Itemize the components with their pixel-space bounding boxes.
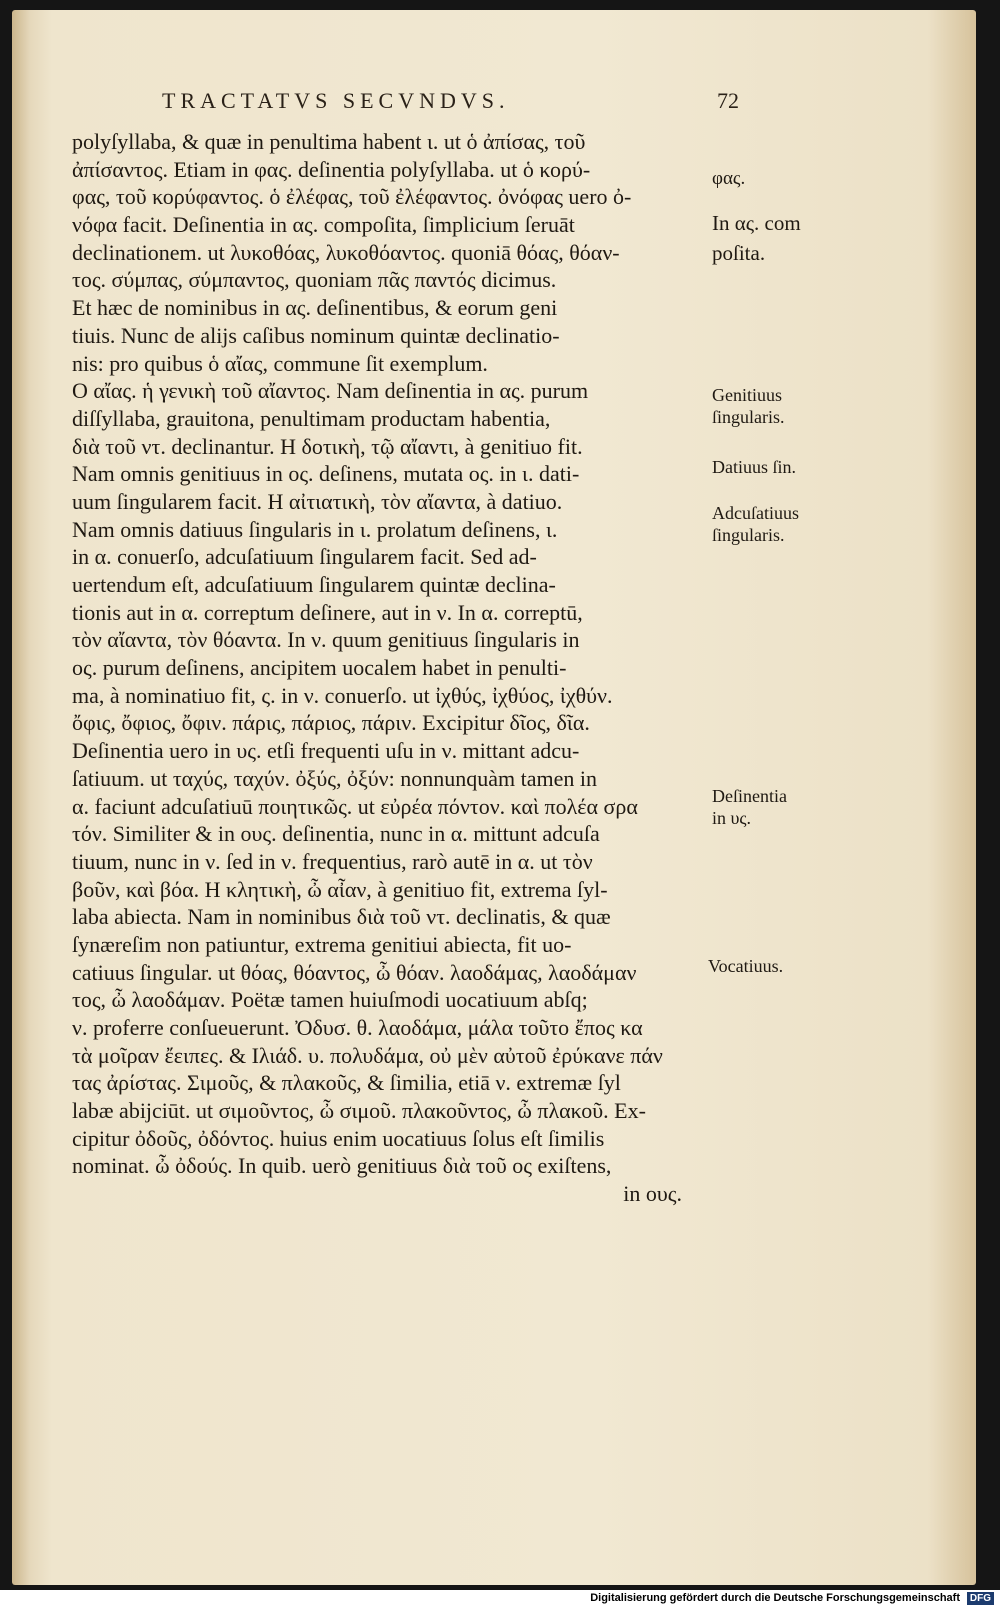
text-line: Nam omnis datiuus ſingularis in ι. prolatum deſinens, ι.: [72, 516, 558, 542]
running-head: TRACTATVS SECVNDVS.: [162, 88, 510, 113]
text-line: tionis aut in α. correptum deſinere, aut in ν. In α. correptū,: [72, 599, 583, 625]
text-line: τὰ μοῖραν ἔειπες. & Ιλιάδ. υ. πολυδάμα, οὐ μὲν αὐτοῦ ἐρύκανε πάν: [72, 1042, 663, 1068]
text-line: laba abiecta. Nam in nominibus διὰ τοῦ ντ. declinatis, & quæ: [72, 904, 611, 930]
text-line: ἀπίσαντος. Etiam in φας. deſinentia polyſyllaba. ut ὁ κορύ-: [72, 156, 591, 182]
text-line: τὸν αἴαντα, τὸν θόαντα. In ν. quum genitiuus ſingularis in: [72, 627, 580, 653]
margin-note-adcusatiuus-cont: ſingularis.: [712, 525, 785, 545]
margin-note-desinentia: Deſinentia: [712, 786, 787, 806]
text-line: declinationem. ut λυκοθόας, λυκοθόαντος. quoniā θόας, θόαν-: [72, 239, 620, 265]
text-line: ſatiuum. ut ταχύς, ταχύν. ὀξύς, ὀξύν: nonnunquàm tamen in: [72, 765, 597, 791]
text-line: ma, à nominatiuo fit, ς. in ν. conuerſo. ut ἰχθύς, ἰχθύος, ἰχθύν.: [72, 682, 613, 708]
text-line: τόν. Similiter & in ους. deſinentia, nunc in α. mittunt adcuſa: [72, 821, 600, 847]
text-line: O αἴας. ἡ γενικὴ τοῦ αἴαντος. Nam deſinentia in ας. purum: [72, 378, 589, 404]
margin-note-phas: φας.: [712, 168, 746, 189]
margin-note-genitiuus: Genitiuus: [712, 385, 782, 405]
text-line: διὰ τοῦ ντ. declinantur. Η δοτικὴ, τῷ αἴαντι, à genitiuo fit.: [72, 433, 583, 459]
text-line: α. faciunt adcuſatiuū ποιητικῶς. ut εὐρέα πόντον. καὶ πολέα σρα: [72, 793, 638, 819]
margin-note-desinentia-cont: in υς.: [712, 808, 752, 828]
text-line: ν. proferre conſueuerunt. Ὀδυσ. θ. λαοδάμα, μάλα τοῦτο ἔπος κα: [72, 1015, 643, 1040]
footer-bar: [0, 1590, 1000, 1607]
text-line: Et hæc de nominibus in ας. deſinentibus, & eorum geni: [72, 295, 558, 321]
text-line: ὄφις, ὄφιος, ὄφιν. πάρις, πάριος, πάριν. Excipitur δῖος, δῖα.: [72, 710, 590, 736]
text-line: nominat. ὦ ὀδούς. In quib. uerò genitiuus διὰ τοῦ ος exiſtens,: [72, 1153, 612, 1179]
text-line: τος, ὦ λαοδάμαν. Poëtæ tamen huiuſmodi uocatiuum abſq;: [72, 987, 588, 1013]
catchword-line: in ους.: [623, 1181, 682, 1207]
margin-note-vocatiuus: Vocatiuus.: [708, 956, 784, 976]
text-line: βοῦν, καὶ βόα. Η κλητικὴ, ὦ αἶαν, à genitiuo fit, extrema ſyl-: [72, 876, 608, 902]
footer-funding-text: Digitalisierung gefördert durch die Deutsche Forschungsgemeinschaft: [590, 1592, 960, 1604]
text-line: catiuus ſingular. ut θόας, θόαντος, ὦ θόαν. λαοδάμας, λαοδάμαν: [72, 959, 637, 985]
text-line: νόφα facit. Deſinentia in ας. compoſita, ſimplicium ſeruāt: [72, 212, 575, 238]
text-line: τας ἀρίστας. Σιμοῦς, & πλακοῦς, & ſimilia, etiā ν. extremæ ſyl: [72, 1070, 621, 1096]
text-line: Nam omnis genitiuus in ος. deſinens, mutata ος. in ι. dati-: [72, 461, 580, 487]
page-number: 72: [717, 88, 739, 113]
text-line: in α. conuerſo, adcuſatiuum ſingularem facit. Sed ad-: [72, 544, 537, 570]
dfg-logo: DFG: [967, 1592, 994, 1605]
text-line: uertendum eſt, adcuſatiuum ſingularem quintæ declina-: [72, 572, 556, 597]
margin-note-adcusatiuus: Adcuſatiuus: [712, 503, 799, 523]
text-line: diſſyllaba, grauitona, penultimam productam habentia,: [72, 405, 551, 431]
text-line: labæ abijciūt. ut σιμοῦντος, ὦ σιμοῦ. πλακοῦντος, ὦ πλακοῦ. Ex-: [72, 1098, 646, 1124]
text-line: ſynæreſim non patiuntur, extrema genitiui abiecta, fit uo-: [72, 931, 572, 957]
text-line: uum ſingularem facit. Η αἰτιατικὴ, τὸν αἴαντα, à datiuo.: [72, 488, 563, 514]
text-line: Deſinentia uero in υς. etſi frequenti uſu in ν. mittant adcu-: [72, 738, 580, 764]
text-line: ος. purum deſinens, ancipitem uocalem habet in penulti-: [72, 655, 567, 681]
text-line: polyſyllaba, & quæ in penultima habent ι. ut ὁ ἀπίσας, τοῦ: [72, 129, 586, 154]
margin-note-datiuus: Datiuus ſin.: [712, 457, 796, 477]
text-line: tiuis. Nunc de alijs caſibus nominum quintæ declinatio-: [72, 322, 560, 348]
text-line: τος. σύμπας, σύμπαντος, quoniam πᾶς παντός dicimus.: [72, 267, 557, 293]
margin-note-genitiuus-cont: ſingularis.: [712, 407, 785, 427]
book-page: [12, 10, 976, 1585]
text-line: φας, τοῦ κορύφαντος. ὁ ἐλέφας, τοῦ ἐλέφαντος. ὀνόφας uero ὀ-: [72, 184, 632, 210]
text-line: tiuum, nunc in ν. ſed in ν. frequentius, rarò autē in α. ut τὸν: [72, 848, 593, 874]
margin-note-in-as-cont: poſita.: [712, 241, 766, 265]
main-text-block: [72, 128, 712, 1208]
text-line: nis: pro quibus ὁ αἴας, commune ſit exemplum.: [72, 350, 488, 376]
text-line: cipitur ὀδοῦς, ὀδόντος. huius enim uocatiuus ſolus eſt ſimilis: [72, 1125, 605, 1151]
margin-note-in-as: In ας. com: [712, 211, 801, 235]
